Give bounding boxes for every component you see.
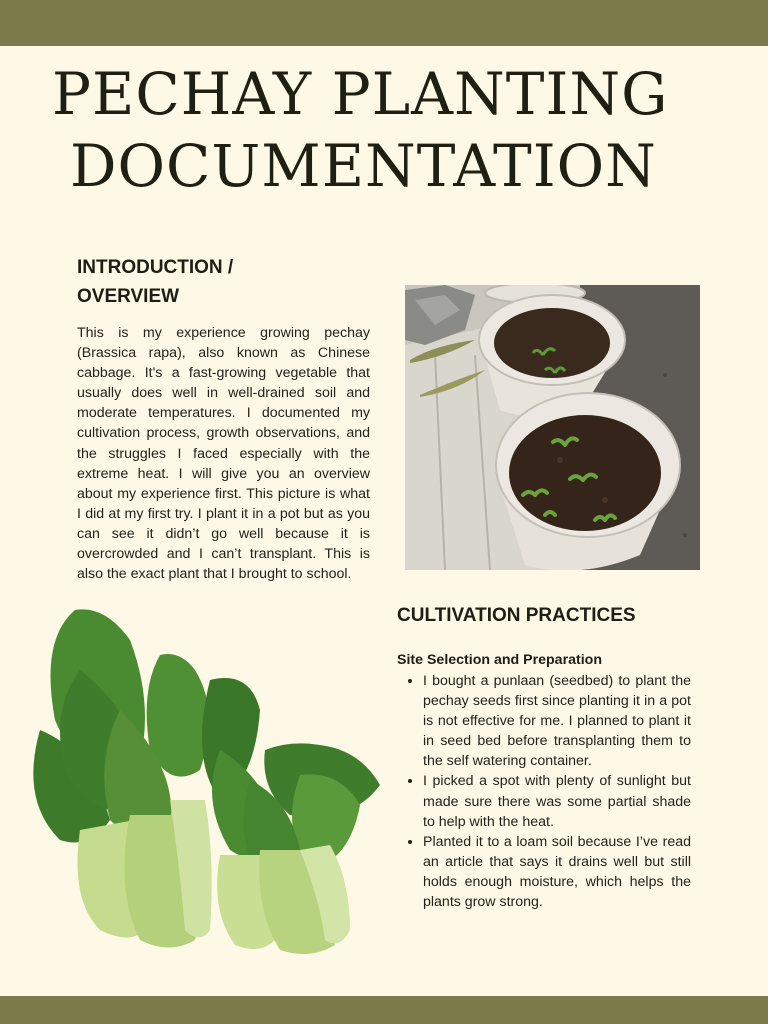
list-item: • Planted it to a loam soil because I’ve read an article that says it drains well but still holds enough moisture, which helps the plants grow strong. [423,832,691,912]
top-band [0,0,768,46]
title-line-1: PECHAY PLANTING [52,60,669,128]
cultivation-practices-list [397,671,691,912]
title-line-2: DOCUMENTATION [70,132,657,200]
introduction-heading-line-2: OVERVIEW [77,286,180,307]
list-item: • I picked a spot with plenty of sunlight but made sure there was some partial shade to help with the heat. [423,771,691,831]
pechay-illustration [20,600,390,960]
page-title [52,58,742,202]
introduction-heading [77,253,357,311]
introduction-heading-line-1: INTRODUCTION / [77,257,234,278]
list-item: • I bought a punlaan (seedbed) to plant the pechay seeds first since planting it in a pot is not effective for me. I planned to plant it in seed bed before transplanting them to the self watering container. [423,671,691,771]
introduction-body: This is my experience growing pechay (Brassica rapa), also known as Chinese cabbage. It's a fast-growing vegetable that usually does well in well-drained soil and moderate temperatures. I documented my cultivation process, growth observations, and the struggles I faced especially with the extreme heat. I will give you an overview about my experience first. This picture is what I did at my first try. I plant it in a pot but as you can see it didn’t go well because it is overcrowded and I can’t transplant. This is also the exact plant that I brought to school. [77,325,370,583]
site-selection-subheading: Site Selection and Preparation [397,652,602,668]
seedling-pots-photo [405,285,700,570]
bottom-band [0,996,768,1024]
cultivation-heading: CULTIVATION PRACTICES [397,605,636,626]
